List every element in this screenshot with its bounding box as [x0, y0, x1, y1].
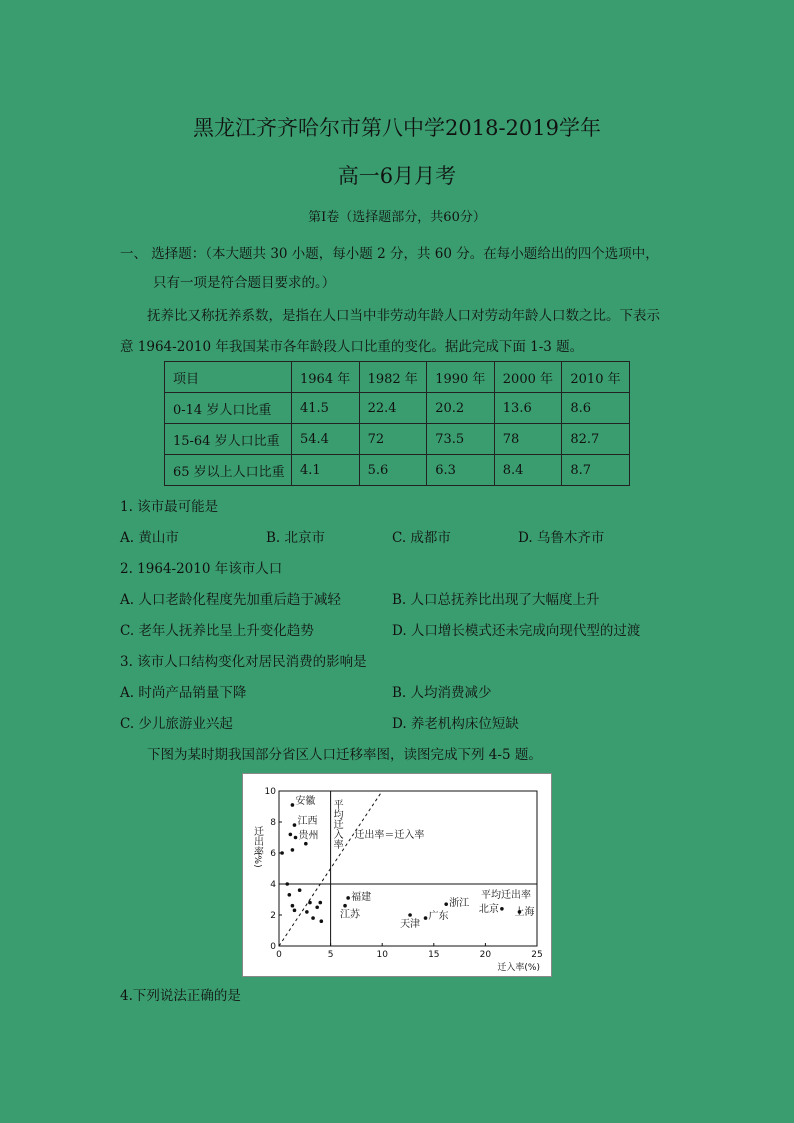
table-header-cell: 1982 年	[359, 362, 427, 393]
y-axis-label-text: 迁出率	[251, 826, 263, 856]
q1-stem: 1. 该市最可能是	[120, 499, 219, 515]
scatter-point	[500, 907, 504, 911]
intro-line-1: 抚养比又称抚养系数，是指在人口当中非劳动年龄人口对劳动年龄人口数之比。下表示	[147, 308, 660, 324]
q2-option-b[interactable]: B. 人口总抚养比出现了大幅度上升	[392, 592, 600, 608]
population-table	[164, 361, 630, 486]
scatter-point	[288, 893, 292, 897]
q3-option-d[interactable]: D. 养老机构床位短缺	[392, 716, 519, 732]
x-axis-label: 迁入率(%)	[497, 963, 540, 973]
table-row	[165, 393, 630, 424]
q2-option-c[interactable]: C. 老年人抚养比呈上升变化趋势	[120, 623, 314, 639]
scatter-point	[285, 882, 289, 886]
y-tick-label: 4	[270, 880, 276, 890]
table-cell: 22.4	[359, 393, 427, 424]
table-cell: 4.1	[292, 455, 360, 486]
scatter-point	[293, 823, 297, 827]
table-cell: 5.6	[359, 455, 427, 486]
table-cell: 8.7	[562, 455, 630, 486]
q2-option-d[interactable]: D. 人口增长模式还未完成向现代型的过渡	[392, 623, 641, 639]
point-label: 贵州	[298, 830, 319, 842]
scatter-point	[346, 896, 350, 900]
y-tick-label: 0	[270, 942, 276, 952]
table-cell: 82.7	[562, 424, 630, 455]
y-axis-label-unit: (%)	[252, 852, 262, 868]
scatter-point	[343, 904, 347, 908]
scatter-point	[408, 913, 412, 917]
table-cell: 0-14 岁人口比重	[165, 393, 292, 424]
table-header-cell: 1990 年	[427, 362, 495, 393]
table-cell: 41.5	[292, 393, 360, 424]
scatter-point	[424, 916, 428, 920]
table-cell: 54.4	[292, 424, 360, 455]
table-header-row	[165, 362, 630, 393]
x-tick-label: 5	[327, 950, 334, 960]
scatter-point	[298, 888, 302, 892]
point-label: 北京	[478, 903, 499, 915]
scatter-point	[315, 905, 319, 909]
q3-stem: 3. 该市人口结构变化对居民消费的影响是	[120, 654, 367, 670]
table-header-cell: 2000 年	[494, 362, 562, 393]
table-cell: 8.4	[494, 455, 562, 486]
intro-line-2: 意 1964-2010 年我国某市各年龄段人口比重的变化。据此完成下面 1-3 题。	[120, 339, 584, 355]
x-tick-label: 10	[376, 950, 388, 960]
table-header-cell: 1964 年	[292, 362, 360, 393]
q1-option-a[interactable]: A. 黄山市	[120, 530, 179, 546]
table-row	[165, 424, 630, 455]
avg-in-rate-label: 平均迁入率	[331, 799, 343, 849]
scatter-point	[291, 904, 295, 908]
equal-rate-label: 迁出率＝迁入率	[354, 830, 425, 841]
x-tick-label: 15	[428, 950, 440, 960]
axis-ticks	[265, 787, 543, 960]
q2-stem: 2. 1964-2010 年该市人口	[120, 561, 283, 577]
instructions-line-1: 一、 选择题：（本大题共 30 小题，每小题 2 分，共 60 分。在每小题给出的四个选项中，	[120, 246, 659, 262]
point-label: 江苏	[340, 909, 361, 921]
x-tick-label: 25	[531, 950, 543, 960]
scatter-point	[291, 848, 295, 852]
scatter-point	[280, 851, 284, 855]
table-cell: 73.5	[427, 424, 495, 455]
doc-subtitle: 高一6月月考	[337, 164, 457, 188]
scatter-point	[305, 910, 309, 914]
data-points	[280, 794, 534, 930]
doc-title: 黑龙江齐齐哈尔市第八中学2018-2019学年	[193, 116, 601, 140]
table-cell: 15-64 岁人口比重	[165, 424, 292, 455]
table-header-cell: 2010 年	[562, 362, 630, 393]
q2-option-a[interactable]: A. 人口老龄化程度先加重后趋于减轻	[120, 592, 341, 608]
table-cell: 65 岁以上人口比重	[165, 455, 292, 486]
point-label: 天津	[400, 919, 421, 930]
table-cell: 78	[494, 424, 562, 455]
chart-svg	[243, 774, 551, 976]
scatter-point	[444, 902, 448, 906]
point-label: 江西	[297, 816, 318, 828]
scatter-point	[291, 803, 295, 807]
table-cell: 20.2	[427, 393, 495, 424]
y-tick-label: 10	[264, 787, 276, 797]
table-row	[165, 455, 630, 486]
scatter-point	[293, 909, 297, 913]
scatter-point	[311, 916, 315, 920]
instructions-line-2: 只有一项是符合题目要求的。）	[153, 275, 336, 291]
table-cell: 6.3	[427, 455, 495, 486]
y-tick-label: 8	[270, 818, 276, 828]
y-tick-label: 6	[270, 849, 276, 859]
q3-option-b[interactable]: B. 人均消费减少	[392, 685, 492, 701]
q4-stem: 4.下列说法正确的是	[120, 988, 241, 1004]
scatter-point	[294, 836, 298, 840]
point-label: 广东	[428, 911, 449, 923]
scatter-point	[308, 901, 312, 905]
scatter-point	[304, 842, 308, 846]
avg-out-rate-label: 平均迁出率	[481, 890, 531, 901]
table-cell: 13.6	[494, 393, 562, 424]
section-header: 第Ⅰ卷（选择题部分，共60分）	[308, 210, 486, 225]
point-label: 浙江	[449, 898, 470, 910]
scatter-point	[318, 901, 322, 905]
q3-option-a[interactable]: A. 时尚产品销量下降	[120, 685, 247, 701]
migration-rate-chart	[242, 773, 552, 977]
q3-option-c[interactable]: C. 少儿旅游业兴起	[120, 716, 233, 732]
point-label: 安徽	[295, 795, 316, 807]
table-cell: 72	[359, 424, 427, 455]
point-label: 上海	[514, 906, 535, 918]
y-tick-label: 2	[270, 911, 276, 921]
x-tick-label: 20	[479, 950, 492, 960]
q1-option-c[interactable]: C. 成都市	[392, 530, 451, 546]
figure-intro: 下图为某时期我国部分省区人口迁移率图，读图完成下列 4-5 题。	[147, 747, 542, 763]
q1-option-b[interactable]: B. 北京市	[266, 530, 326, 546]
table-cell: 8.6	[562, 393, 630, 424]
point-label: 福建	[351, 891, 372, 903]
x-tick-label: 0	[276, 950, 282, 960]
q1-option-d[interactable]: D. 乌鲁木齐市	[518, 530, 605, 546]
table-header-cell: 项目	[165, 362, 292, 393]
scatter-point	[289, 833, 293, 837]
scatter-point	[320, 919, 324, 923]
